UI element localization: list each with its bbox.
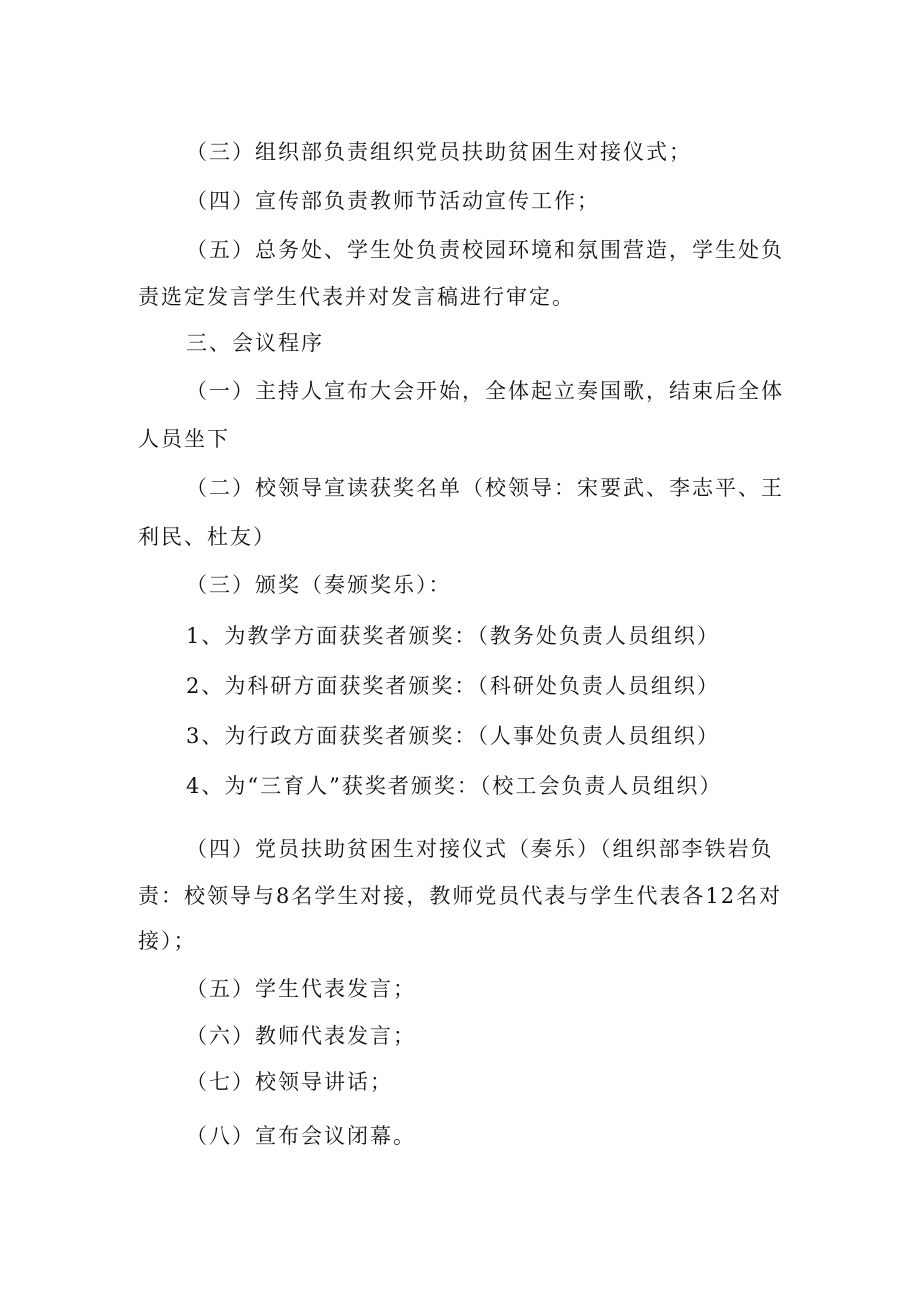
paragraph-line: （四）宣传部负责教师节活动宣传工作； (186, 189, 600, 213)
paragraph-line: （一）主持人宣布大会开始，全体起立奏国歌，结束后全体 (186, 379, 784, 403)
paragraph-line: （三）颁奖（奏颁奖乐）： (186, 573, 452, 597)
paragraph-line: （四）党员扶助贫困生对接仪式（奏乐）（组织部李铁岩负 (186, 837, 774, 861)
paragraph-line: （三）组织部负责组织党员扶助贫困生对接仪式； (186, 140, 692, 164)
paragraph-line: （五）学生代表发言； (186, 977, 416, 1001)
paragraph-line: 接）； (138, 929, 197, 953)
list-item: 1、为教学方面获奖者颁奖：（教务处负责人员组织） (186, 624, 720, 648)
paragraph-line: 责选定发言学生代表并对发言稿进行审定。 (138, 285, 575, 309)
section-heading: 三、会议程序 (186, 331, 324, 355)
paragraph-line: 利民、杜友） (138, 525, 276, 549)
list-item: 2、为科研方面获奖者颁奖：（科研处负责人员组织） (186, 674, 720, 698)
paragraph-line: （八）宣布会议闭幕。 (186, 1124, 416, 1148)
list-item: 3、为行政方面获奖者颁奖：（人事处负责人员组织） (186, 724, 720, 748)
list-item: 4、为“三育人”获奖者颁奖：（校工会负责人员组织） (186, 774, 723, 798)
paragraph-line: （五）总务处、学生处负责校园环境和氛围营造，学生处负 (186, 238, 784, 262)
paragraph-line: （七）校领导讲话； (186, 1070, 393, 1094)
paragraph-line: 责：校领导与8名学生对接，教师党员代表与学生代表各12名对 (138, 884, 783, 908)
paragraph-line: （二）校领导宣读获奖名单（校领导：宋要武、李志平、王 (186, 476, 784, 500)
paragraph-line: 人员坐下 (138, 427, 230, 451)
paragraph-line: （六）教师代表发言； (186, 1024, 416, 1048)
